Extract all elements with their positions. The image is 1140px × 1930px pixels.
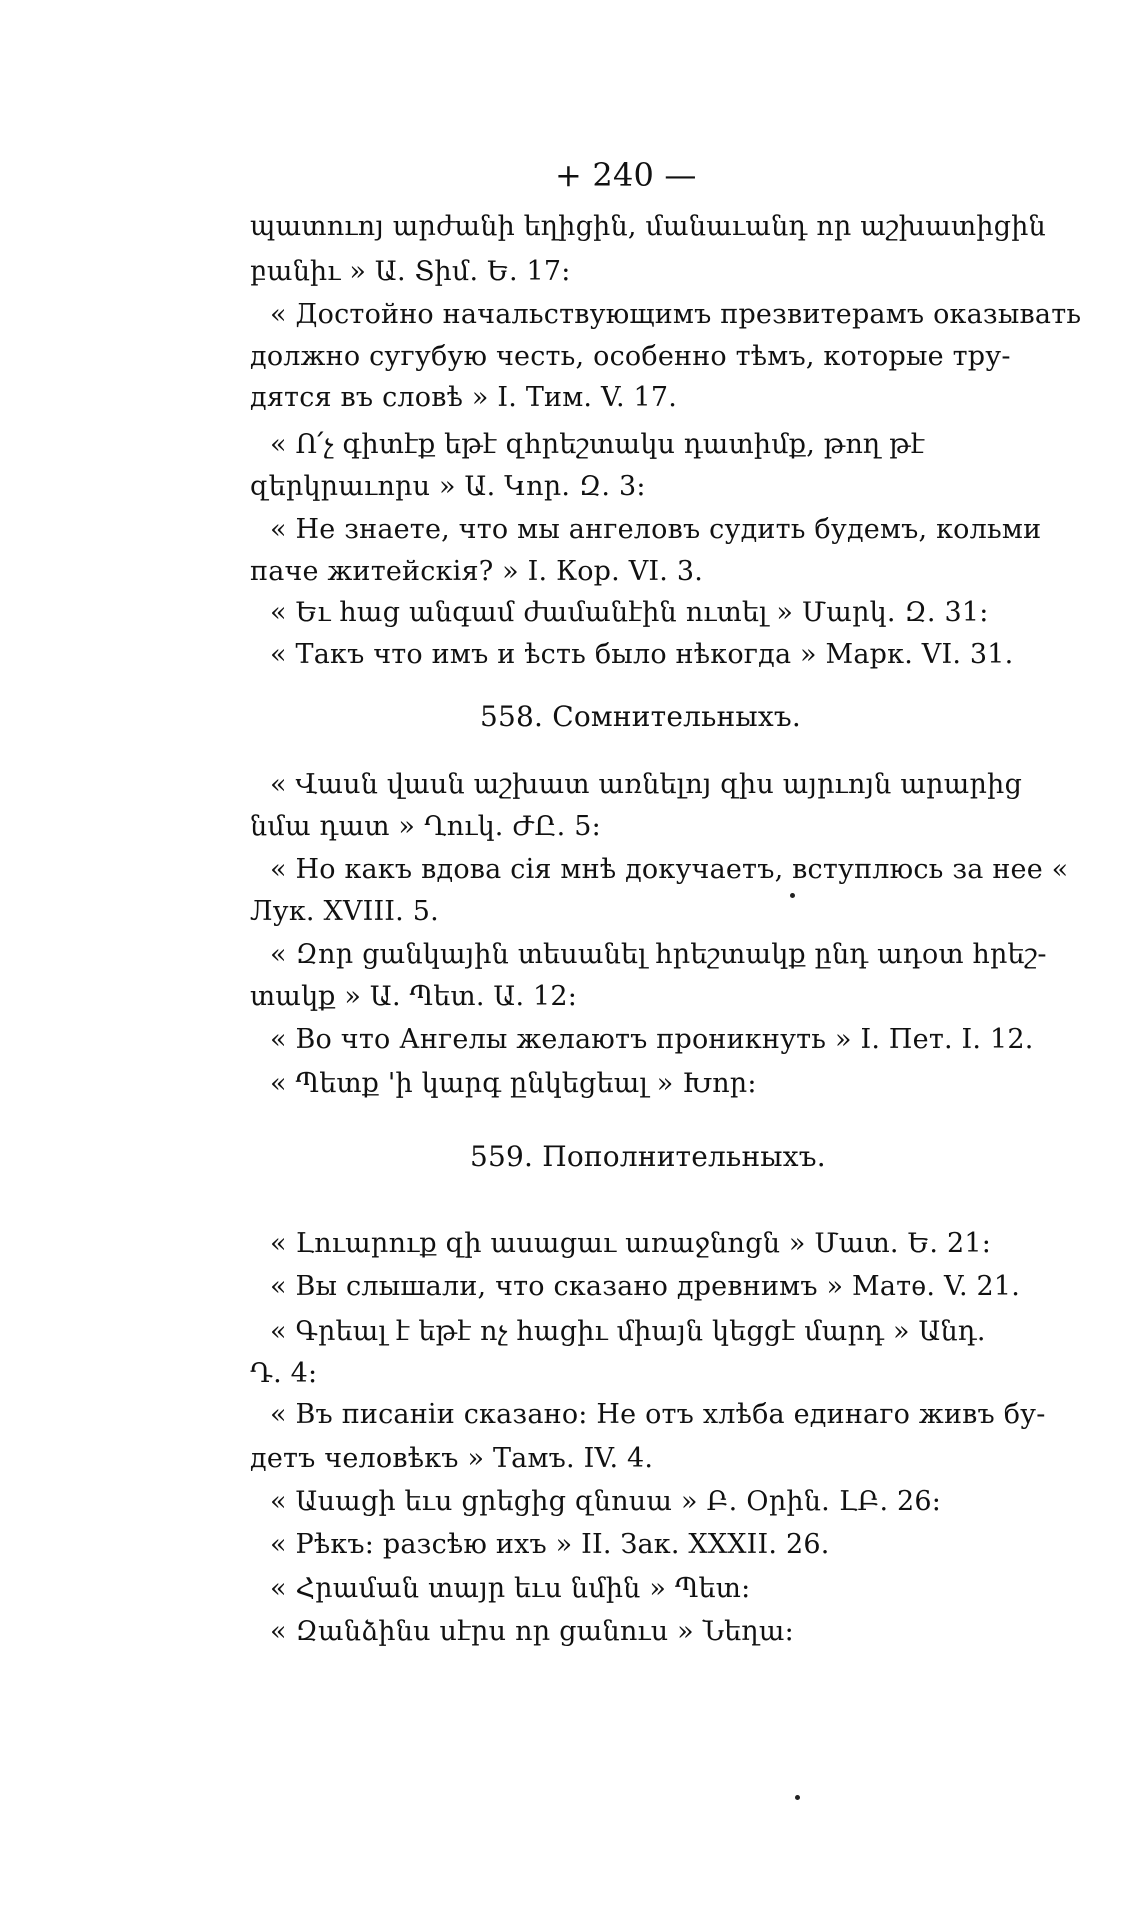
text-line-16: « Զոր ցանկային տեսանել հրեշտակք ընդ ադօտ հրեշ- — [270, 939, 1047, 970]
text-line-12: « Վասն վասն աշխատ առնելոյ զիս այրւոյն արարից — [270, 769, 1023, 800]
section-heading-558: 558. Сомнительныхъ. — [480, 700, 801, 733]
text-line-15: Лук. XVIII. 5. — [250, 896, 439, 927]
text-line-11: « Такъ что имъ и ѣсть было нѣкогда » Марк. VI. 31. — [270, 639, 1014, 670]
text-line-23: Դ. 4։ — [250, 1358, 318, 1389]
text-line-6: « Ո՛չ գիտէք եթէ զհրեշտակս դատիմք, թող թէ — [270, 429, 925, 460]
page-number: + 240 — — [555, 156, 697, 194]
text-line-4: должно сугубую честь, особенно тѣмъ, которые тру- — [250, 341, 1011, 372]
bottom-ink-mark — [795, 1795, 800, 1800]
text-line-26: « Ասացի եւս ցրեցից զնոսա » Բ. Օրին. ԼԲ. 26։ — [270, 1486, 942, 1517]
text-line-25: детъ человѣкъ » Тамъ. IV. 4. — [250, 1443, 654, 1474]
text-line-19: « Պետք 'ի կարգ ընկեցեալ » Խոր։ — [270, 1068, 757, 1099]
text-line-28: « Հրաման տայր եւս նմին » Պետ։ — [270, 1573, 751, 1604]
text-line-14: « Но какъ вдова сія мнѣ докучаетъ, вступлюсь за нее « — [270, 854, 1069, 885]
text-line-18: « Во что Ангелы желаютъ проникнуть » I. Пет. I. 12. — [270, 1024, 1034, 1055]
stray-ink-mark — [790, 893, 795, 898]
text-line-24: « Въ писаніи сказано: Не отъ хлѣба единаго живъ бу- — [270, 1399, 1046, 1430]
text-line-13: նմա դատ » Ղուկ. ԺԸ. 5։ — [250, 811, 601, 842]
text-line-2: բանիւ » Ա. Տիմ. Ե. 17։ — [250, 256, 571, 287]
text-line-8: « Не знаете, что мы ангеловъ судить будемъ, кольми — [270, 514, 1042, 545]
text-line-1: պատուոյ արժանի եղիցին, մանաւանդ որ աշխատիցին — [250, 211, 1046, 242]
text-line-21: « Вы слышали, что сказано древнимъ » Матѳ. V. 21. — [270, 1271, 1021, 1302]
text-line-20: « Լուարուք զի ասացաւ առաջնոցն » Մատ. Ե. 21։ — [270, 1228, 992, 1259]
text-line-10: « Եւ հաց անգամ ժամանէին ուտել » Մարկ. Զ. 31։ — [270, 597, 989, 628]
text-line-29: « Զանձինս սէրս որ ցանուս » Նեղա։ — [270, 1616, 795, 1647]
text-line-5: дятся въ словѣ » I. Тим. V. 17. — [250, 382, 678, 413]
text-line-27: « Рѣкъ: разсѣю ихъ » II. Зак. XXXII. 26. — [270, 1529, 830, 1560]
section-heading-559: 559. Пополнительныхъ. — [470, 1140, 826, 1173]
text-line-9: паче житейскія? » I. Кор. VI. 3. — [250, 556, 703, 587]
text-line-22: « Գրեալ է եթէ ոչ հացիւ միայն կեցցէ մարդ » Անդ. — [270, 1316, 986, 1347]
text-line-17: տակք » Ա. Պետ. Ա. 12։ — [250, 981, 578, 1012]
text-line-3: « Достойно начальствующимъ презвитерамъ оказывать — [270, 299, 1082, 330]
text-line-7: զերկրաւորս » Ա. Կոր. Զ. 3։ — [250, 471, 646, 502]
